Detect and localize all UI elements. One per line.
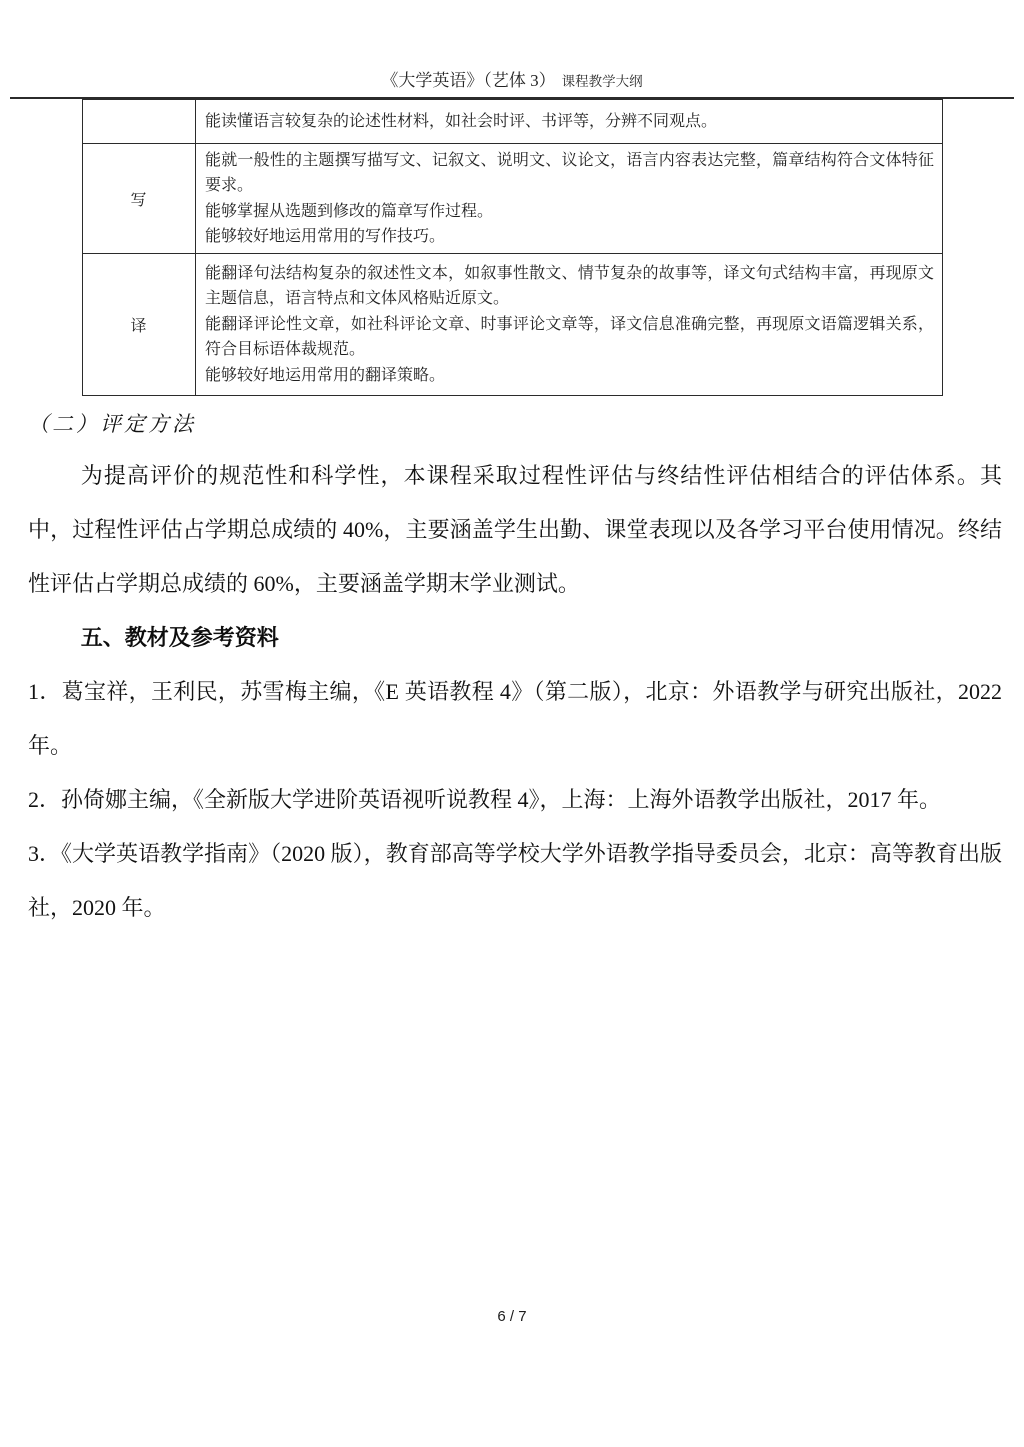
table-row-read [83, 100, 943, 144]
row-content-translate [196, 254, 943, 396]
row-content-read [196, 100, 943, 144]
table-paragraph: 能够较好地运用常用的写作技巧。 [205, 228, 446, 245]
table-paragraph: 能够掌握从选题到修改的篇章写作过程。 [205, 202, 494, 220]
reference-item-2: 2．孙倚娜主编，《全新版大学进阶英语视听说教程 4》，上海：上海外语教学出版社，2017 年。 [28, 787, 942, 812]
table-paragraph: 能读懂语言较复杂的论述性材料，如社会时评、书评等，分辨不同观点。 [205, 112, 718, 130]
skills-table [82, 99, 943, 396]
row-label-read [83, 100, 196, 144]
header-title-book: 《大学英语》（艺体 3） [381, 71, 556, 90]
table-row-translate [83, 254, 943, 396]
evaluation-method-paragraph: 为提高评价的规范性和科学性，本课程采取过程性评估与终结性评估相结合的评估体系。其中，过程性评估占学期总成绩的 40%，主要涵盖学生出勤、课堂表现以及各学习平台使用情况。终结性评估占学期总成绩的 60%，主要涵盖学期末学业测试。 [28, 463, 1002, 596]
running-header [0, 0, 1024, 95]
row-label-translate: 译 [83, 254, 196, 396]
table-paragraph: 能翻译评论性文章，如社科评论文章、时事评论文章等，译文信息准确完整，再现原文语篇逻辑关系，符合目标语体裁规范。 [205, 315, 934, 359]
section-heading-materials: 五、教材及参考资料 [80, 625, 279, 650]
header-title-suffix: 课程教学大纲 [561, 74, 643, 89]
reference-item-1: 1．葛宝祥，王利民，苏雪梅主编，《E 英语教程 4》（第二版），北京：外语教学与研究出版社，2022 年。 [28, 679, 1002, 758]
table-paragraph: 能翻译句法结构复杂的叙述性文本，如叙事性散文、情节复杂的故事等，译文句式结构丰富，再现原文主题信息，语言特点和文体风格贴近原文。 [205, 264, 934, 308]
row-label-write: 写 [83, 144, 196, 254]
table-row-write [83, 144, 943, 254]
reference-item-3: 3．《大学英语教学指南》（2020 版），教育部高等学校大学外语教学指导委员会，北京：高等教育出版社，2020 年。 [28, 841, 1002, 920]
table-paragraph: 能够较好地运用常用的翻译策略。 [205, 366, 446, 384]
table-paragraph: 能就一般性的主题撰写描写文、记叙文、说明文、议论文，语言内容表达完整，篇章结构符合文体特征要求。 [205, 151, 934, 194]
row-content-write [196, 144, 943, 254]
section-heading-evaluation-method: （二）评定方法 [28, 412, 196, 436]
page-number: 6 / 7 [497, 1308, 527, 1325]
